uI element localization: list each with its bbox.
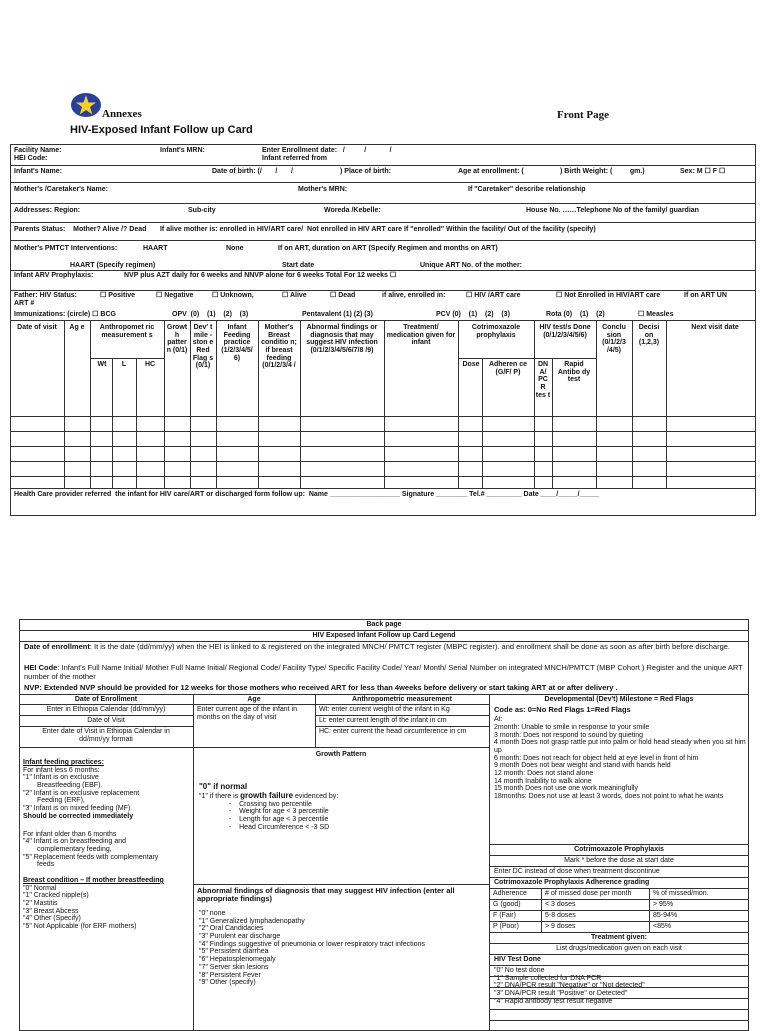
col-anthropometric-header: Anthropometric measurement: [352, 696, 452, 703]
col-dev-milestone: Dev' t mile - ston e Red Flag s (0/1): [192, 324, 214, 370]
date-enrollment-text: : It is the date (dd/mm/yy) when the HEI is linked to & registered on the integrated MNCH/ PMTCT register (MBPC register). and enrollment shall be done as soon as after birth before discharge.: [89, 642, 730, 651]
dev-item: 12 month: Does not stand alone: [494, 770, 594, 778]
feeding-4a: "4" Infant is on breastfeeding and: [23, 838, 127, 846]
growth-pattern-title: Growth Pattern: [315, 751, 367, 758]
breast-item: "2" Mastitis: [23, 900, 58, 907]
dev-item: 3 month: Does not respond to sound by quieting: [494, 731, 644, 739]
col-mothers-breast: Mother's Breast conditio n; if breast feeding (0/1/2/3/4 /: [261, 324, 297, 370]
feeding-corrected: Should be corrected immediately: [23, 812, 134, 820]
breast-item: "1" Cracked nipple(s): [23, 892, 89, 900]
abnormal-findings-title: Abnormal findings of diagnosis that may suggest HIV infection (enter all appropriate findings): [197, 886, 455, 904]
dev-code-as: Code as: 0=No Red Flags 1=Red Flags: [494, 705, 631, 714]
date-enrollment-definition: [24, 643, 744, 652]
haart-option: HAART: [143, 245, 168, 252]
abnormal-item: "1" Generalized lymphadenopathy: [199, 917, 305, 925]
referred-from-label: Infant referred from: [262, 155, 327, 162]
unique-art-no-label: Unique ART No. of the mother:: [420, 262, 523, 269]
cotrim-dc: Enter DC instead of dose when treatment discontinue: [494, 868, 660, 875]
feeding-1a: "1" Infant is on exclusive: [23, 774, 99, 782]
hei-code-term: HEI Code: [24, 663, 58, 672]
dev-milestone-block: [494, 706, 746, 801]
adh-cell: <85%: [653, 923, 672, 930]
breast-item: "5" Not Applicable (for ERF mothers): [23, 923, 137, 931]
pentavalent-options: Pentavalent (1) (2) (3): [302, 311, 373, 318]
col-cotrimoxazole: Cotrimoxazole prophylaxis: [471, 324, 521, 339]
feeding-2b: Feeding (ERF),: [37, 797, 85, 805]
sex-checkboxes[interactable]: Sex: M ☐ F ☐: [680, 168, 726, 175]
father-hiv-status-label: Father: HIV Status:: [14, 292, 78, 299]
date-enrollment-term: Date of enrollment: [24, 642, 90, 651]
col-hiv-tests: HIV test/s Done (0/1/2/3/4/5/6): [539, 324, 591, 339]
dev-at: At:: [494, 716, 503, 724]
feeding-3: "3" Infant is on mixed feeding (MF): [23, 805, 131, 813]
col-conclusion: Conclu sion (0/1/2/3 /4/5): [602, 324, 626, 355]
treatment-given-title: Treatment given:: [590, 934, 647, 941]
abnormal-item: "2" Oral Candidacies: [199, 925, 264, 933]
growth-item: - Weight for age < 3 percentile: [229, 808, 329, 816]
growth-1: "1" if there is: [199, 792, 239, 800]
abnormal-item: "4" Findings suggestive of pneumonia or lower respiratory tract infections: [199, 940, 425, 948]
adh-head-cell: Adherence: [493, 890, 527, 897]
col-treatment: Treatment/ medication given for infant: [386, 324, 456, 347]
col-decision: Decisi on (1,2,3): [638, 324, 660, 347]
growth-normal: "0" if normal: [199, 782, 248, 791]
rota-options: Rota (0) (1) (2): [546, 311, 605, 318]
pcv-options: PCV (0) (1) (2) (3): [436, 311, 510, 318]
adh-cell: G (good): [493, 901, 521, 908]
hiv-test-item: "0" No test done: [494, 967, 545, 974]
opv-options: OPV (0) (1) (2) (3): [172, 311, 249, 318]
growth-item: - Crossing two percentile: [229, 800, 312, 808]
place-of-birth-label: ) Place of birth:: [340, 168, 391, 175]
col-adherence: Adheren ce (G/F/ P): [488, 361, 528, 376]
addresses-region-label: Addresses: Region:: [14, 207, 81, 214]
dev-item: 2month: Unable to smile in response to your smile: [494, 723, 650, 731]
feeding-1b: Breastfeeding (EBF).: [37, 782, 103, 790]
hiv-test-done-title: HIV Test Done: [494, 956, 541, 963]
enrollment-date-label: Enter Enrollment date: / / /: [262, 147, 392, 154]
col-date-enrollment: Date of Enrollment: [74, 696, 138, 703]
breast-item: "0" Normal: [23, 884, 57, 892]
sub-city-label: Sub-city: [188, 207, 216, 214]
cotrim-title: Cotrimoxazole Prophylaxis: [574, 846, 664, 853]
adh-head-cell: # of missed dose per month: [545, 890, 632, 897]
adherence-table: [489, 888, 749, 932]
art-duration-label: If on ART, duration on ART (Specify Regimen and months on ART): [278, 245, 498, 252]
adh-head-cell: % of missed/mon.: [653, 890, 709, 897]
nvp-extended-note: NVP: Extended NVP should be provided for 12 weeks for those mothers who received ART for less than 4weeks before delivery or start taking ART at or after delivery .: [24, 683, 618, 692]
infants-mrn-label: Infant's MRN:: [160, 147, 205, 154]
father-negative-checkbox[interactable]: ☐ Negative: [156, 292, 194, 299]
age-at-enrollment-label: Age at enrollment: (: [458, 168, 524, 175]
mother-caretaker-name-label: Mother's /Caretaker's Name:: [14, 186, 108, 193]
dev-item: 15 month Does not use one work meaningfully: [494, 785, 638, 793]
hiv-test-item: "1" Sample collected for DNA PCR: [494, 974, 602, 982]
back-page-label: Back page: [366, 621, 402, 628]
treatment-given-text: List drugs/medication given on each visit: [556, 945, 682, 952]
feeding-older-6: For infant older than 6 months: [23, 830, 117, 838]
hiv-art-care-checkbox[interactable]: ☐ HIV /ART care: [466, 292, 521, 299]
adh-cell: 85-94%: [653, 912, 678, 919]
annexes-heading: Annexes: [102, 108, 142, 120]
col-age-header: Age: [247, 696, 261, 703]
abnormal-findings-list: [199, 910, 485, 987]
dev-item: 4 month Does not grasp rattle put into palm or hold head steady when you sit him up: [494, 739, 746, 754]
house-no-label: House No. ……Telephone No of the family/ guardian: [526, 207, 699, 214]
col-hc: HC: [144, 361, 156, 368]
abnormal-item: "7" Server skin lesions: [199, 963, 269, 971]
parents-status-label: Parents Status: Mother? Alive /? Dead If alive mother is: enrolled in HIV/ART care/ Not enrolled in HIV ART care If "enrolled" Within the facility/ Out of the facility (specify): [14, 226, 596, 233]
feeding-5a: "5" Replacement feeds with complementary: [23, 853, 159, 861]
if-alive-enrolled-label: if alive, enrolled in:: [382, 292, 446, 299]
if-on-art-un-label: If on ART UN: [684, 292, 727, 299]
none-option: None: [226, 245, 244, 252]
art-number-label: ART #: [14, 300, 35, 307]
immunizations-label: Immunizations: (circle) ☐ BCG: [14, 311, 116, 318]
feeding-practices-block: [23, 759, 191, 931]
abnormal-item: "8" Persistent Fever: [199, 971, 261, 979]
abnormal-item: "5" Persistent diarrhea: [199, 948, 269, 956]
col-anthropometric: Anthropomet ric measurement s: [99, 324, 155, 339]
feeding-less-6: For infant less 6 months:: [23, 766, 100, 774]
date-of-visit-label: Date of Visit: [87, 717, 125, 724]
enter-ethiopia-calendar: Enter in Ethiopia Calendar (dd/mm/yy): [46, 706, 166, 713]
col-date-of-visit: Date of visit: [17, 324, 57, 331]
haart-regimen-label: HAART (Specify regimen): [70, 262, 156, 269]
infant-arv-label: Infant ARV Prophylaxis:: [14, 272, 94, 279]
facility-name-label: Facility Name:: [14, 147, 62, 154]
col-age: Ag e: [69, 324, 85, 331]
adh-cell: P (Poor): [493, 923, 519, 930]
feeding-2a: "2" Infant is on exclusive replacement: [23, 789, 140, 797]
abnormal-item: "3" Purulent ear discharge: [199, 933, 281, 941]
dev-item: 14 month Inability to walk alone: [494, 777, 592, 785]
col-l: L: [121, 361, 127, 368]
birth-weight-label: ) Birth Weight: ( gm.): [560, 168, 645, 175]
pmtct-interventions-label: Mother's PMTCT Interventions:: [14, 245, 118, 252]
ethiopia-emblem: [70, 92, 102, 118]
legend-title: HIV Exposed Infant Follow up Card Legend: [312, 632, 456, 639]
start-date-label: Start date: [282, 262, 315, 269]
dev-item: 6 month: Does not reach for object held at eye level in front of him: [494, 754, 699, 762]
evidenced-by: evidenced by:: [295, 792, 339, 800]
col-rapid-antibody: Rapid Antibo dy test: [557, 361, 591, 384]
woreda-label: Woreda /Kebelle:: [324, 207, 381, 214]
col-infant-feeding: Infant Feeding practice (1/2/3/4/5/ 6): [221, 324, 253, 362]
col-next-visit: Next visit date: [691, 324, 739, 331]
hiv-test-item: "2" DNA/PCR result "Negative" or "Not detected": [494, 982, 645, 990]
adh-cell: 5-8 doses: [545, 912, 576, 919]
caretaker-relationship-label: If "Caretaker" describe relationship: [468, 186, 586, 193]
back-page-legend: [19, 619, 749, 1024]
measles-checkbox[interactable]: ☐ Measles: [638, 311, 674, 318]
growth-item: - Head Circumference < -3 SD: [229, 823, 330, 831]
feeding-4b: complementary feeding,: [37, 845, 112, 853]
date-of-birth-label: Date of birth: (/ / /: [212, 168, 293, 175]
adherence-title: Cotrimoxazole Prophylaxis Adherence grading: [494, 879, 650, 886]
not-enrolled-checkbox[interactable]: ☐ Not Enrolled in HIV/ART care: [556, 292, 661, 299]
provider-footer: Health Care provider referred the infant for HIV care/ART or discharged form follow up: Name __________________ Signature ________ Tel.# _________ Date ____/_____/_____: [14, 491, 600, 498]
enter-date-of-visit: Enter date of Visit in Ethiopia Calendar in dd/mm/yy formati: [42, 728, 170, 743]
father-dead-checkbox[interactable]: ☐ Dead: [330, 292, 356, 299]
father-unknown-checkbox[interactable]: ☐ Unknown,: [212, 292, 254, 299]
growth-failure-line: [199, 792, 485, 801]
age-instruction: Enter current age of the infant in months on the day of visit: [197, 706, 298, 721]
mothers-mrn-label: Mother's MRN:: [298, 186, 348, 193]
adh-cell: > 9 doses: [545, 923, 576, 930]
hiv-test-item: "3" DNA/PCR result "Positive" or Detected": [494, 990, 628, 998]
hc-instruction: HC: enter current the head circumference in cm: [319, 728, 467, 735]
col-dna-pcr: DN A/ PC R tes t: [535, 361, 551, 399]
growth-failure-term: growth failure: [240, 790, 294, 800]
nvp-azt-option[interactable]: NVP plus AZT daily for 6 weeks and NNVP alone for 6 weeks Total For 12 weeks ☐: [124, 272, 397, 279]
col-growth-pattern: Growt h patter n (0/1): [166, 324, 188, 355]
col-wt: Wt: [97, 361, 107, 368]
dev-item: 9 month Does not bear weight and stand with hands held: [494, 762, 671, 770]
adh-cell: F (Fair): [493, 912, 516, 919]
father-alive-checkbox[interactable]: ☐ Alive: [282, 292, 307, 299]
breast-item: "3" Breast Abcess: [23, 907, 79, 915]
col-dev-milestone-header: Developmental (Dev't) Milestone = Red Flags: [544, 696, 694, 703]
feeding-title: Infant feeding practices:: [23, 759, 104, 766]
growth-pattern-block: [199, 783, 485, 831]
wt-instruction: Wt: enter current weight of the infant in Kg: [319, 706, 450, 713]
adh-cell: < 3 doses: [545, 901, 576, 908]
hei-code-text: : Infant's Full Name Initial/ Mother Full Name Initial/ Regional Code/ Facility Type/ Specific Facility Code/ Year/ Month/ Serial Number on integrated MNCH/PMTCT (MBP Cohort ) Register and the unique ART number of the mother: [24, 663, 743, 681]
abnormal-item: "6" Hepatosplenomegaly: [199, 956, 276, 964]
abnormal-item: "0" none: [199, 910, 226, 917]
visit-table: [10, 320, 756, 488]
hei-code-label: HEI Code:: [14, 155, 48, 162]
breast-condition-title: Breast condition – If mother breastfeeding: [23, 876, 164, 884]
hiv-test-item: "4" Rapid antibody test result negative: [494, 997, 613, 1005]
hei-code-definition: [24, 664, 744, 681]
feeding-5b: feeds: [37, 861, 55, 869]
adh-cell: > 95%: [653, 901, 674, 908]
lt-instruction: Lt: enter current length of the infant in cm: [319, 717, 447, 724]
dev-item: 18months: Does not use at least 3 words, does not point to what he wants: [494, 793, 724, 801]
father-positive-checkbox[interactable]: ☐ Positive: [100, 292, 136, 299]
col-abnormal-findings: Abnormal findings or diagnosis that may suggest HIV infection (0/1/2/3/4/5/6/7/8 /9): [306, 324, 378, 355]
infants-name-label: Infant's Name:: [14, 168, 62, 175]
growth-item: - Length for age < 3 percentile: [229, 815, 329, 823]
front-page-label: Front Page: [557, 109, 610, 121]
abnormal-item: "9" Other (specify): [199, 979, 256, 987]
card-title: HIV-Exposed Infant Follow up Card: [70, 124, 253, 136]
breast-item: "4" Other (Specify): [23, 915, 81, 923]
col-dose: Dose: [462, 361, 480, 368]
cotrim-mark: Mark * before the dose at start date: [564, 857, 674, 864]
